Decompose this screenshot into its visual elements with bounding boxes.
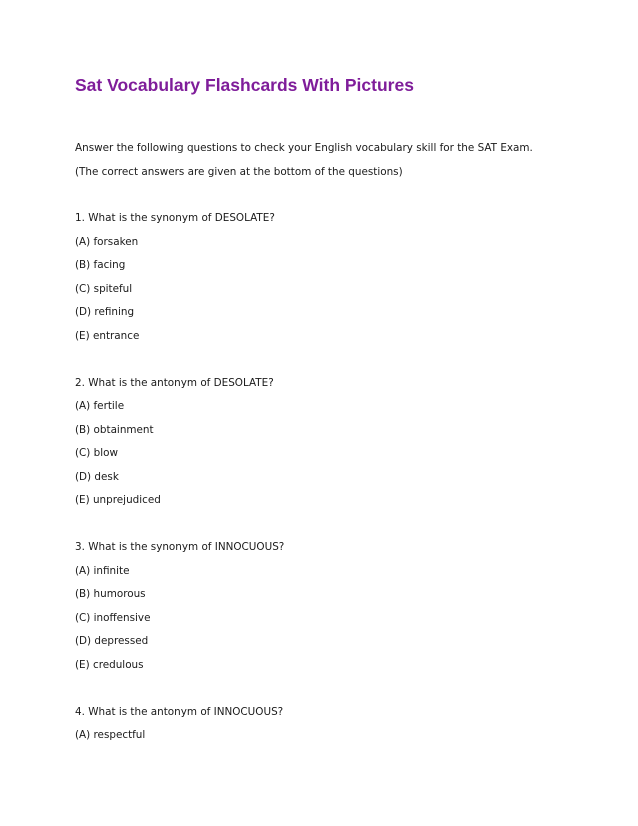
question-2-option-c: (C) blow bbox=[75, 447, 119, 459]
question-2: 2. What is the antonym of DESOLATE? bbox=[75, 377, 274, 389]
question-1-option-c: (C) spiteful bbox=[75, 283, 133, 295]
question-1-option-b: (B) facing bbox=[75, 259, 126, 271]
question-2-option-d: (D) desk bbox=[75, 471, 119, 483]
question-4-option-a: (A) respectful bbox=[75, 729, 146, 741]
question-3-option-d: (D) depressed bbox=[75, 635, 149, 647]
question-3: 3. What is the synonym of INNOCUOUS? bbox=[75, 541, 285, 553]
question-3-option-a: (A) infinite bbox=[75, 565, 130, 577]
question-2-option-e: (E) unprejudiced bbox=[75, 494, 161, 506]
page-title: Sat Vocabulary Flashcards With Pictures bbox=[75, 75, 414, 95]
question-2-option-b: (B) obtainment bbox=[75, 424, 154, 436]
question-2-option-a: (A) fertile bbox=[75, 400, 125, 412]
question-1-option-a: (A) forsaken bbox=[75, 236, 139, 248]
question-1-option-d: (D) refining bbox=[75, 306, 135, 318]
question-3-option-e: (E) credulous bbox=[75, 659, 144, 671]
question-1-option-e: (E) entrance bbox=[75, 330, 140, 342]
intro-note: (The correct answers are given at the bottom of the questions) bbox=[75, 166, 403, 178]
question-4: 4. What is the antonym of INNOCUOUS? bbox=[75, 706, 284, 718]
intro-line: Answer the following questions to check your English vocabulary skill for the SAT Exam. bbox=[75, 142, 533, 154]
question-1: 1. What is the synonym of DESOLATE? bbox=[75, 212, 275, 224]
question-3-option-c: (C) inoffensive bbox=[75, 612, 151, 624]
question-3-option-b: (B) humorous bbox=[75, 588, 146, 600]
